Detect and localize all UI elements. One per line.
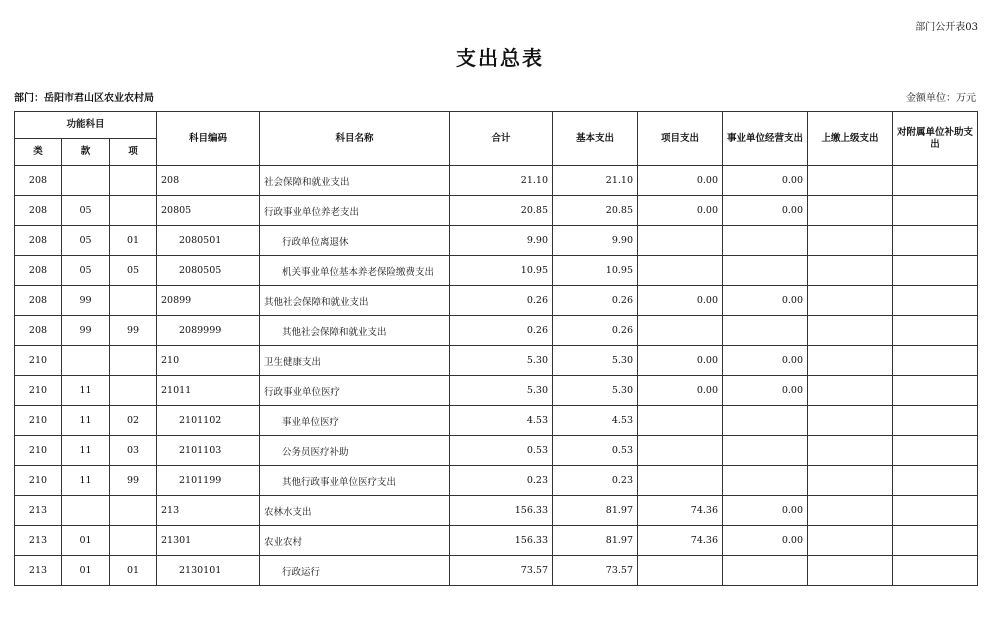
table-row: [15, 436, 978, 466]
kuan-cell: [62, 496, 110, 526]
upper-cell: [808, 466, 893, 496]
lei-cell: 213: [15, 556, 62, 586]
upper-cell: [808, 286, 893, 316]
total-cell: 20.85: [450, 196, 553, 226]
code-cell: 2080501: [157, 226, 260, 256]
xiang-cell: 01: [110, 556, 157, 586]
upper-cell: [808, 376, 893, 406]
kuan-cell: 99: [62, 286, 110, 316]
upper-cell: [808, 196, 893, 226]
subsidy-cell: [893, 166, 978, 196]
table-row: [15, 256, 978, 286]
business-cell: [723, 406, 808, 436]
table-row: [15, 466, 978, 496]
subsidy-cell: [893, 226, 978, 256]
lei-cell: 208: [15, 166, 62, 196]
name-cell: 行政事业单位养老支出: [260, 196, 450, 226]
upper-cell: [808, 316, 893, 346]
total-cell: 4.53: [450, 406, 553, 436]
subsidy-cell: [893, 556, 978, 586]
basic-cell: 9.90: [553, 226, 638, 256]
lei-cell: 210: [15, 376, 62, 406]
basic-cell: 0.23: [553, 466, 638, 496]
project-cell: [638, 556, 723, 586]
total-cell: 0.53: [450, 436, 553, 466]
code-cell: 208: [157, 166, 260, 196]
kuan-cell: 01: [62, 526, 110, 556]
name-cell: 卫生健康支出: [260, 346, 450, 376]
business-cell: 0.00: [723, 376, 808, 406]
upper-cell: [808, 496, 893, 526]
lei-cell: 210: [15, 346, 62, 376]
lei-cell: 213: [15, 496, 62, 526]
total-cell: 21.10: [450, 166, 553, 196]
subsidy-cell: [893, 496, 978, 526]
total-cell: 156.33: [450, 526, 553, 556]
lei-cell: 208: [15, 286, 62, 316]
kuan-header: 款: [62, 139, 110, 166]
business-header: 事业单位经营支出: [723, 112, 808, 166]
kuan-cell: 11: [62, 376, 110, 406]
code-cell: 2089999: [157, 316, 260, 346]
upper-cell: [808, 406, 893, 436]
kuan-cell: 11: [62, 436, 110, 466]
project-cell: [638, 316, 723, 346]
basic-cell: 4.53: [553, 406, 638, 436]
basic-cell: 0.26: [553, 316, 638, 346]
basic-cell: 5.30: [553, 376, 638, 406]
project-header: 项目支出: [638, 112, 723, 166]
kuan-cell: [62, 166, 110, 196]
basic-header: 基本支出: [553, 112, 638, 166]
lei-cell: 208: [15, 226, 62, 256]
name-cell: 行政运行: [260, 556, 450, 586]
xiang-cell: 99: [110, 316, 157, 346]
project-cell: 74.36: [638, 496, 723, 526]
subsidy-cell: [893, 316, 978, 346]
name-cell: 行政单位离退休: [260, 226, 450, 256]
code-cell: 20899: [157, 286, 260, 316]
project-cell: [638, 256, 723, 286]
total-cell: 0.26: [450, 286, 553, 316]
basic-cell: 81.97: [553, 496, 638, 526]
lei-cell: 210: [15, 406, 62, 436]
lei-cell: 208: [15, 316, 62, 346]
upper-cell: [808, 166, 893, 196]
total-cell: 73.57: [450, 556, 553, 586]
expenditure-table: [14, 111, 978, 586]
subsidy-cell: [893, 376, 978, 406]
name-cell: 社会保障和就业支出: [260, 166, 450, 196]
xiang-cell: 01: [110, 226, 157, 256]
business-cell: [723, 256, 808, 286]
table-row: [15, 376, 978, 406]
business-cell: [723, 466, 808, 496]
xiang-cell: [110, 496, 157, 526]
xiang-cell: [110, 166, 157, 196]
project-cell: [638, 436, 723, 466]
lei-cell: 210: [15, 466, 62, 496]
basic-cell: 73.57: [553, 556, 638, 586]
code-cell: 21011: [157, 376, 260, 406]
table-row: [15, 196, 978, 226]
code-cell: 2101102: [157, 406, 260, 436]
xiang-cell: [110, 286, 157, 316]
kuan-cell: 11: [62, 406, 110, 436]
lei-cell: 213: [15, 526, 62, 556]
upper-cell: [808, 556, 893, 586]
project-cell: [638, 466, 723, 496]
code-cell: 2101199: [157, 466, 260, 496]
name-cell: 农林水支出: [260, 496, 450, 526]
business-cell: 0.00: [723, 496, 808, 526]
business-cell: 0.00: [723, 346, 808, 376]
table-row: [15, 226, 978, 256]
xiang-cell: [110, 376, 157, 406]
upper-cell: [808, 436, 893, 466]
page-title: 支出总表: [456, 46, 544, 70]
lei-cell: 210: [15, 436, 62, 466]
table-row: [15, 556, 978, 586]
amount-unit-label: 金额单位：万元: [906, 93, 976, 104]
subsidy-cell: [893, 256, 978, 286]
code-cell: 2080505: [157, 256, 260, 286]
xiang-cell: 99: [110, 466, 157, 496]
table-row: [15, 166, 978, 196]
table-row: [15, 526, 978, 556]
upper-cell: [808, 256, 893, 286]
kuan-cell: 01: [62, 556, 110, 586]
upper-cell: [808, 526, 893, 556]
name-cell: 农业农村: [260, 526, 450, 556]
table-row: [15, 406, 978, 436]
code-cell: 20805: [157, 196, 260, 226]
business-cell: 0.00: [723, 166, 808, 196]
xiang-cell: 02: [110, 406, 157, 436]
business-cell: [723, 316, 808, 346]
lei-cell: 208: [15, 256, 62, 286]
subsidy-cell: [893, 526, 978, 556]
total-cell: 0.23: [450, 466, 553, 496]
project-cell: 0.00: [638, 346, 723, 376]
project-cell: 74.36: [638, 526, 723, 556]
business-cell: 0.00: [723, 196, 808, 226]
upper-cell: [808, 226, 893, 256]
project-cell: [638, 406, 723, 436]
name-cell: 其他社会保障和就业支出: [260, 316, 450, 346]
name-cell: 行政事业单位医疗: [260, 376, 450, 406]
project-cell: [638, 226, 723, 256]
lei-header: 类: [15, 139, 62, 166]
name-cell: 公务员医疗补助: [260, 436, 450, 466]
business-cell: [723, 556, 808, 586]
subsidy-cell: [893, 436, 978, 466]
kuan-cell: 05: [62, 226, 110, 256]
kuan-cell: 05: [62, 196, 110, 226]
kuan-cell: [62, 346, 110, 376]
basic-cell: 81.97: [553, 526, 638, 556]
subsidy-header: 对附属单位补助支出: [893, 112, 978, 166]
total-cell: 0.26: [450, 316, 553, 346]
department-label: 部门：岳阳市君山区农业农村局: [14, 93, 154, 104]
name-cell: 其他行政事业单位医疗支出: [260, 466, 450, 496]
basic-cell: 0.26: [553, 286, 638, 316]
project-cell: 0.00: [638, 286, 723, 316]
xiang-cell: [110, 526, 157, 556]
code-cell: 2101103: [157, 436, 260, 466]
name-cell: 其他社会保障和就业支出: [260, 286, 450, 316]
total-header: 合计: [450, 112, 553, 166]
project-cell: 0.00: [638, 196, 723, 226]
name-header: 科目名称: [260, 112, 450, 166]
table-row: [15, 346, 978, 376]
subsidy-cell: [893, 286, 978, 316]
subsidy-cell: [893, 196, 978, 226]
business-cell: 0.00: [723, 286, 808, 316]
name-cell: 事业单位医疗: [260, 406, 450, 436]
basic-cell: 5.30: [553, 346, 638, 376]
xiang-cell: [110, 346, 157, 376]
business-cell: [723, 226, 808, 256]
xiang-cell: 05: [110, 256, 157, 286]
basic-cell: 10.95: [553, 256, 638, 286]
basic-cell: 0.53: [553, 436, 638, 466]
xiang-cell: [110, 196, 157, 226]
subsidy-cell: [893, 406, 978, 436]
upper-cell: [808, 346, 893, 376]
project-cell: 0.00: [638, 376, 723, 406]
form-number-label: 部门公开表03: [915, 22, 978, 33]
project-cell: 0.00: [638, 166, 723, 196]
kuan-cell: 05: [62, 256, 110, 286]
code-cell: 213: [157, 496, 260, 526]
total-cell: 156.33: [450, 496, 553, 526]
table-row: [15, 496, 978, 526]
subsidy-cell: [893, 466, 978, 496]
code-cell: 210: [157, 346, 260, 376]
basic-cell: 20.85: [553, 196, 638, 226]
total-cell: 9.90: [450, 226, 553, 256]
xiang-cell: 03: [110, 436, 157, 466]
total-cell: 10.95: [450, 256, 553, 286]
business-cell: 0.00: [723, 526, 808, 556]
code-header: 科目编码: [157, 112, 260, 166]
kuan-cell: 11: [62, 466, 110, 496]
subsidy-cell: [893, 346, 978, 376]
lei-cell: 208: [15, 196, 62, 226]
xiang-header: 项: [110, 139, 157, 166]
code-cell: 2130101: [157, 556, 260, 586]
code-cell: 21301: [157, 526, 260, 556]
basic-cell: 21.10: [553, 166, 638, 196]
kuan-cell: 99: [62, 316, 110, 346]
table-row: [15, 316, 978, 346]
table-row: [15, 286, 978, 316]
upper-header: 上缴上级支出: [808, 112, 893, 166]
total-cell: 5.30: [450, 376, 553, 406]
total-cell: 5.30: [450, 346, 553, 376]
name-cell: 机关事业单位基本养老保险缴费支出: [260, 256, 450, 286]
function-subject-header: 功能科目: [15, 112, 157, 139]
business-cell: [723, 436, 808, 466]
